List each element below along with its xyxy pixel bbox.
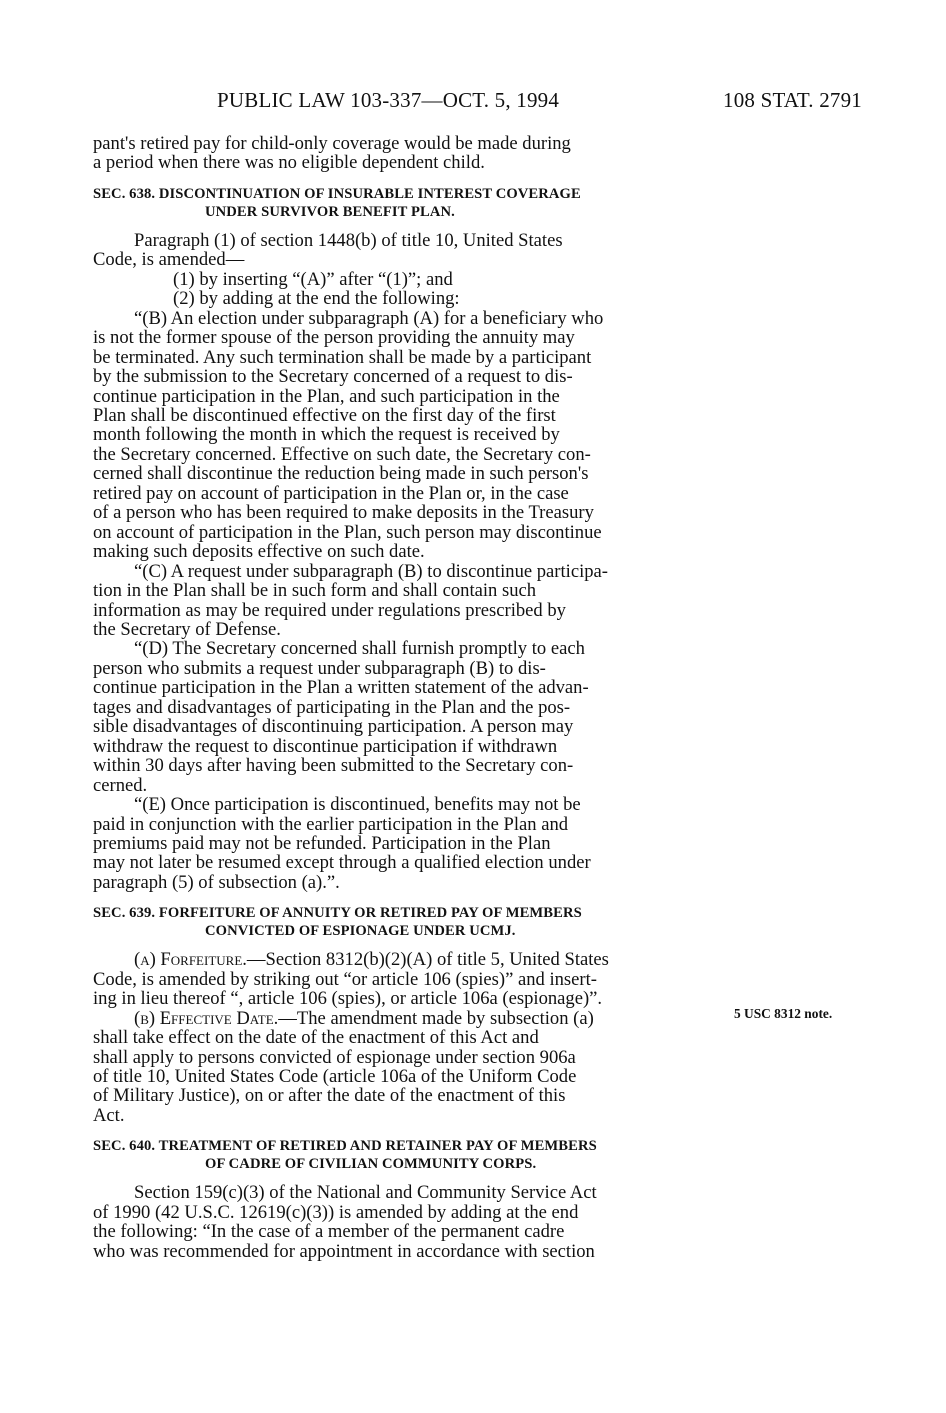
body-text — [93, 134, 718, 1261]
sec638-paragraph-b: “(B) An election under subparagraph (A) for a beneficiary who is not the former spouse of the person providing the annuity may be terminated. Any such termination shall be made by a participant by the submission to the Secretary concerned of a request to dis- continue participation in the Plan, and such participation in the Plan shall be discontinued effective on the first day of the first month following the month in which the request is received by the Secretary concerned. Effective on such date, the Secretary con- cerned shall discontinue the reduction being made in such person's retired pay on account of participation in the Plan or, in the case of a person who has been required to make deposits in the Treasury on account of participation in the Plan, such person may discontinue making such deposits effective on such date. — [93, 307, 604, 563]
sec638-intro: Paragraph (1) of section 1448(b) of title 10, United States Code, is amended— — [93, 229, 563, 271]
margin-note: 5 USC 8312 note. — [734, 1006, 833, 1021]
sec639-subsection-b: (b) Effective Date.—The amendment made by subsection (a) shall take effect on the date of the enactment of this Act and shall apply to persons convicted of espionage under section 906a of title 10, United States Code (article 106a of the Uniform Code of Military Justice), on or after the date of the enactment of this Act. — [93, 1007, 594, 1126]
stat-citation: 108 STAT. 2791 — [723, 88, 862, 112]
section-heading-640: SEC. 640. TREATMENT OF RETIRED AND RETAINER PAY OF MEMBERS OF CADRE OF CIVILIAN COMMUNITY CORPS. — [93, 1138, 597, 1173]
subsection-b-heading: (b) Effective Date. — [134, 1007, 279, 1029]
sec638-paragraph-d: “(D) The Secretary concerned shall furnish promptly to each person who submits a request under subparagraph (B) to dis- continue participation in the Plan a written statement of the advan- tages and disadvantages of participating in the Plan and the pos- sible disadvantages of discontinuing participation. A person may withdraw the request to discontinue participation if withdrawn within 30 days after having been submitted to the Secretary con- cerned. — [93, 638, 589, 796]
sec638-paragraph-e: “(E) Once participation is discontinued, benefits may not be paid in conjunction with the earlier participation in the Plan and premiums paid may not be refunded. Participation in the Plan may not later be resumed except through a qualified election under paragraph (5) of subsection (a).”. — [93, 794, 591, 893]
section-heading-638: SEC. 638. DISCONTINUATION OF INSURABLE INTEREST COVERAGE UNDER SURVIVOR BENEFIT PLAN. — [93, 185, 581, 220]
sec638-item-2: (2) by adding at the end the following: — [173, 288, 460, 310]
sec638-paragraph-c: “(C) A request under subparagraph (B) to discontinue participa- tion in the Plan shall be in such form and shall contain such information as may be required under regulations prescribed by the Secretary of Defense. — [93, 560, 608, 640]
continuation-paragraph: pant's retired pay for child-only coverage would be made during a period when there was no eligible dependent child. — [93, 133, 571, 174]
sec640-text: Section 159(c)(3) of the National and Community Service Act of 1990 (42 U.S.C. 12619(c)(3)) is amended by adding at the end the following: “In the case of a member of the permanent cadre who was recommended for appointment in accordance with section — [93, 1182, 597, 1262]
sec638-item-1: (1) by inserting “(A)” after “(1)”; and — [173, 268, 453, 290]
section-heading-639: SEC. 639. FORFEITURE OF ANNUITY OR RETIRED PAY OF MEMBERS CONVICTED OF ESPIONAGE UNDER UCMJ. — [93, 905, 582, 940]
running-header — [92, 84, 862, 120]
subsection-a-heading: (a) Forfeiture. — [134, 949, 247, 971]
sec639-subsection-a: (a) Forfeiture.—Section 8312(b)(2)(A) of title 5, United States Code, is amended by striking out “or article 106 (spies)” and insert- ing in lieu thereof “, article 106 (spies), or article 106a (espionage)”. — [93, 949, 609, 1010]
law-citation: PUBLIC LAW 103-337—OCT. 5, 1994 — [217, 88, 560, 112]
